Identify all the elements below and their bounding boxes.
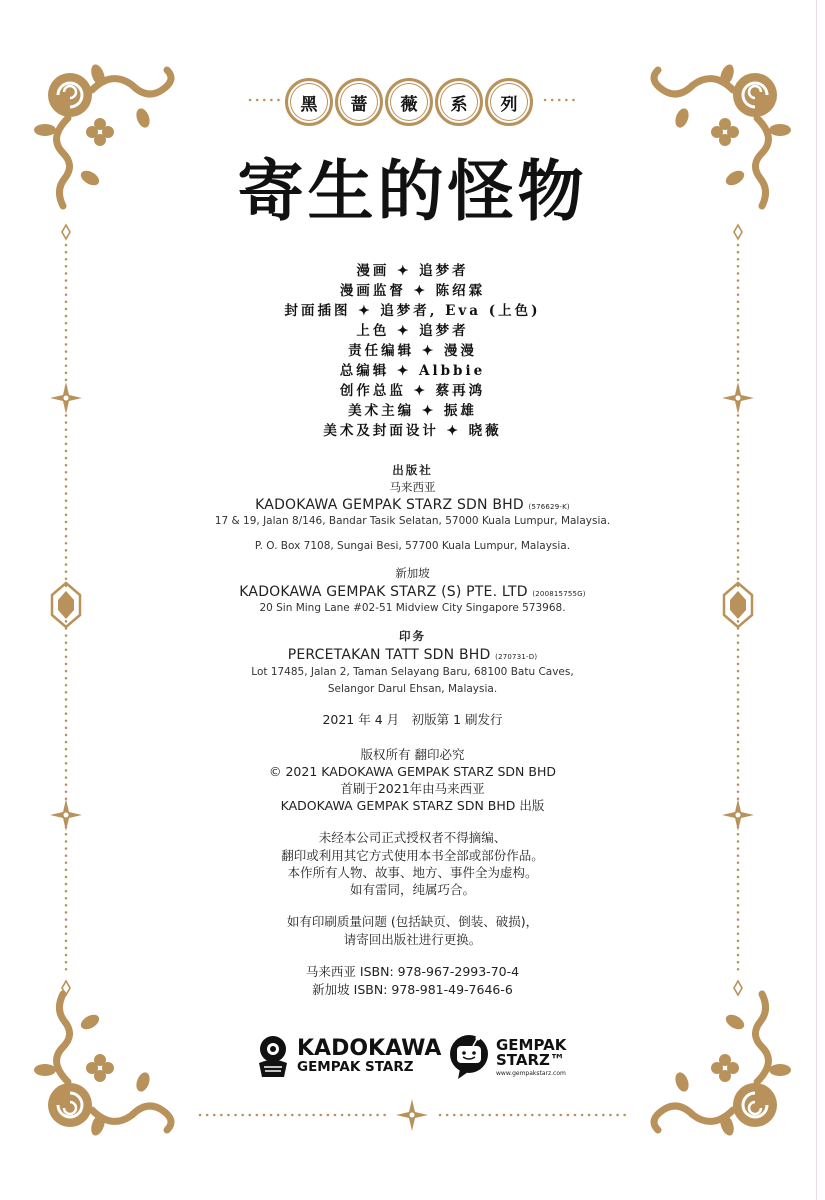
phoenix-emblem-icon bbox=[255, 1033, 291, 1079]
publisher-my-label: 马来西亚 bbox=[389, 480, 436, 494]
credit-line: 创作总监 ✦ 蔡再鸿 bbox=[339, 383, 486, 399]
publisher-my-po: P. O. Box 7108, Sungai Besi, 57700 Kuala Lumpur, Malaysia. bbox=[254, 540, 571, 552]
company-reg: (200815755G) bbox=[532, 590, 586, 598]
isbn-line: 马来西亚 ISBN: 978-967-2993-70-4 bbox=[305, 964, 520, 979]
defect-line: 如有印刷质量问题 (包括缺页、倒装、破损)， bbox=[286, 914, 539, 929]
publisher-heading: 出版社 bbox=[392, 463, 433, 477]
credit-line: 漫画监督 ✦ 陈绍霖 bbox=[339, 283, 486, 299]
book-title: 寄生的怪物 bbox=[237, 152, 588, 230]
company-name: KADOKAWA GEMPAK STARZ SDN BHD bbox=[255, 497, 524, 513]
copyright-line: KADOKAWA GEMPAK STARZ SDN BHD 出版 bbox=[280, 798, 545, 813]
notice-line: 翻印或利用其它方式使用本书全部或部份作品。 bbox=[281, 848, 544, 863]
company-name: KADOKAWA GEMPAK STARZ (S) PTE. LTD bbox=[239, 584, 528, 600]
notice-line: 本作所有人物、故事、地方、事件全为虚构。 bbox=[287, 865, 538, 880]
publisher-my-company bbox=[0, 498, 825, 512]
credit-line: 漫画 ✦ 追梦者 bbox=[356, 263, 469, 279]
publisher-sg-address: 20 Sin Ming Lane #02-51 Midview City Singapore 573968. bbox=[259, 602, 566, 614]
credit-line: 美术及封面设计 ✦ 晓薇 bbox=[323, 423, 502, 439]
printer-company bbox=[0, 648, 825, 662]
company-reg: (270731-D) bbox=[495, 653, 538, 661]
copyright-line: 首刷于2021年由马来西亚 bbox=[340, 781, 485, 796]
credit-line: 封面插图 ✦ 追梦者, Eva (上色) bbox=[284, 303, 541, 319]
credit-line: 责任编辑 ✦ 漫漫 bbox=[348, 343, 477, 359]
robot-speech-bubble-icon bbox=[448, 1033, 490, 1081]
kadokawa-wordmark: KADOKAWA bbox=[297, 1035, 442, 1061]
series-char: 薇 bbox=[385, 78, 433, 126]
credit-line: 美术主编 ✦ 振雄 bbox=[348, 403, 477, 419]
printer-heading: 印务 bbox=[399, 629, 426, 643]
defect-line: 请寄回出版社进行更换。 bbox=[343, 932, 482, 947]
series-char: 黑 bbox=[285, 78, 333, 126]
series-char: 系 bbox=[435, 78, 483, 126]
notice-line: 未经本公司正式授权者不得摘编、 bbox=[318, 830, 507, 845]
publisher-sg-company bbox=[0, 585, 825, 599]
gempak-starz-wordmark: GEMPAK STARZ bbox=[297, 1058, 414, 1075]
credit-line: 上色 ✦ 追梦者 bbox=[356, 323, 469, 339]
publisher-my-address: 17 & 19, Jalan 8/146, Bandar Tasik Selatan, 57000 Kuala Lumpur, Malaysia. bbox=[214, 515, 611, 527]
starz-wordmark: STARZ™ bbox=[496, 1050, 565, 1069]
gempak-url: www.gempakstarz.com bbox=[496, 1069, 566, 1077]
notice-line: 如有雷同，纯属巧合。 bbox=[349, 882, 475, 897]
copyright-line: © 2021 KADOKAWA GEMPAK STARZ SDN BHD bbox=[269, 764, 556, 779]
gempak-wordmark: GEMPAK bbox=[496, 1035, 567, 1054]
copyright-line: 版权所有 翻印必究 bbox=[360, 747, 465, 762]
series-badges bbox=[285, 78, 533, 126]
publisher-sg-label: 新加坡 bbox=[395, 566, 430, 580]
edition-line: 2021 年 4 月 初版第 1 刷发行 bbox=[322, 712, 503, 727]
company-name: PERCETAKAN TATT SDN BHD bbox=[287, 647, 491, 663]
isbn-line: 新加坡 ISBN: 978-981-49-7646-6 bbox=[312, 982, 513, 997]
company-reg: (576629-K) bbox=[528, 503, 570, 511]
series-char: 蔷 bbox=[335, 78, 383, 126]
series-char: 列 bbox=[485, 78, 533, 126]
printer-address-2: Selangor Darul Ehsan, Malaysia. bbox=[327, 683, 498, 695]
printer-address-1: Lot 17485, Jalan 2, Taman Selayang Baru, 68100 Batu Caves, bbox=[251, 666, 574, 678]
gempak-starz-logo bbox=[448, 1033, 566, 1081]
kadokawa-gempak-starz-logo bbox=[255, 1033, 441, 1079]
credit-line: 总编辑 ✦ Albbie bbox=[339, 363, 486, 379]
